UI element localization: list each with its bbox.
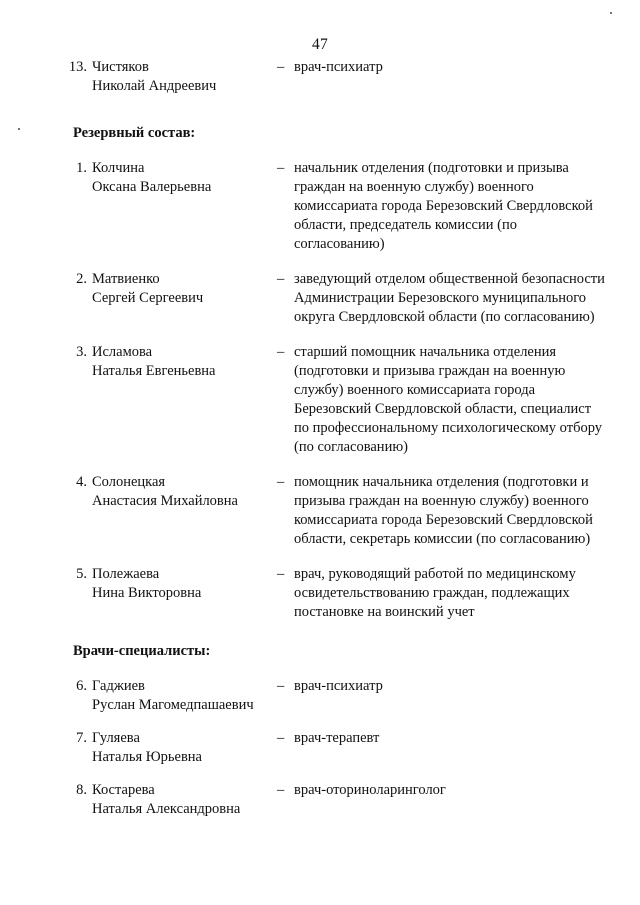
item-number: 7. (76, 730, 87, 746)
section-heading-reserve: Резервный состав: (73, 125, 196, 141)
document-body (68, 58, 608, 833)
item-name-line: Наталья Александровна (92, 801, 241, 817)
spacer (68, 112, 608, 124)
item-dash: – (277, 344, 285, 360)
item-name-line: Анастасия Михайловна (92, 493, 238, 509)
list-item (68, 729, 608, 767)
item-name-line: Николай Андреевич (92, 78, 217, 94)
list-item (68, 781, 608, 819)
scan-artifact-dot (18, 128, 20, 130)
page-number: 47 (312, 36, 328, 53)
list-item (68, 677, 608, 715)
item-name (92, 343, 277, 381)
item-role: начальник отделения (подготовки и призыва граждан на военную службу) военного комиссариата города Березовский Свердловской области, председатель комиссии (по согласованию) (294, 160, 593, 252)
item-role: помощник начальника отделения (подготовки и призыва граждан на военную службу) военного комиссариата города Березовский Свердловской области, секретарь комиссии (по согласованию) (294, 474, 593, 547)
item-number: 13. (68, 59, 87, 75)
item-name (92, 729, 277, 767)
item-name (92, 781, 277, 819)
scan-artifact-dot (610, 12, 612, 14)
item-name-line: Гаджиев (92, 678, 145, 694)
item-number: 2. (76, 271, 87, 287)
item-number: 8. (76, 782, 87, 798)
item-dash: – (277, 59, 285, 75)
item-name (92, 565, 277, 603)
item-name (92, 677, 277, 715)
item-name (92, 159, 277, 197)
item-role: врач-оториноларинголог (294, 782, 446, 798)
item-name (92, 58, 277, 96)
item-role: врач-психиатр (294, 59, 383, 75)
item-name-line: Наталья Евгеньевна (92, 363, 216, 379)
item-name-line: Наталья Юрьевна (92, 749, 202, 765)
list-item (68, 159, 608, 254)
item-name-line: Солонецкая (92, 474, 166, 490)
item-role: старший помощник начальника отделения (подготовки и призыва граждан на военную службу) военного комиссариата города Березовский Свердловской области, специалист по профессиональному психологическому отбору (по согласованию) (294, 344, 603, 455)
item-name-line: Оксана Валерьевна (92, 179, 212, 195)
item-name-line: Нина Викторовна (92, 585, 202, 601)
item-name-line: Исламова (92, 344, 153, 360)
item-role: врач-психиатр (294, 678, 383, 694)
item-number: 5. (76, 566, 87, 582)
item-number: 6. (76, 678, 87, 694)
item-number: 3. (76, 344, 87, 360)
item-name-line: Сергей Сергеевич (92, 290, 204, 306)
item-dash: – (277, 678, 285, 694)
list-item (68, 270, 608, 327)
item-number: 4. (76, 474, 87, 490)
item-name-line: Колчина (92, 160, 145, 176)
item-dash: – (277, 160, 285, 176)
item-name-line: Матвиенко (92, 271, 160, 287)
item-name (92, 270, 277, 308)
item-dash: – (277, 271, 285, 287)
list-item (68, 565, 608, 622)
list-item (68, 58, 608, 96)
list-item (68, 473, 608, 549)
item-dash: – (277, 730, 285, 746)
item-name-line: Гуляева (92, 730, 140, 746)
item-dash: – (277, 474, 285, 490)
item-name-line: Руслан Магомедпашаевич (92, 697, 254, 713)
item-name (92, 473, 277, 511)
section-heading-specialists: Врачи-специалисты: (73, 643, 211, 659)
item-number: 1. (76, 160, 87, 176)
item-role: заведующий отделом общественной безопасности Администрации Березовского муниципального округа Свердловской области (по согласованию) (294, 271, 605, 325)
item-name-line: Костарева (92, 782, 155, 798)
item-role: врач, руководящий работой по медицинскому освидетельствованию граждан, подлежащих постановке на воинский учет (294, 566, 576, 620)
item-name-line: Чистяков (92, 59, 149, 75)
item-role: врач-терапевт (294, 730, 380, 746)
list-item (68, 343, 608, 457)
item-dash: – (277, 566, 285, 582)
item-name-line: Полежаева (92, 566, 160, 582)
item-dash: – (277, 782, 285, 798)
